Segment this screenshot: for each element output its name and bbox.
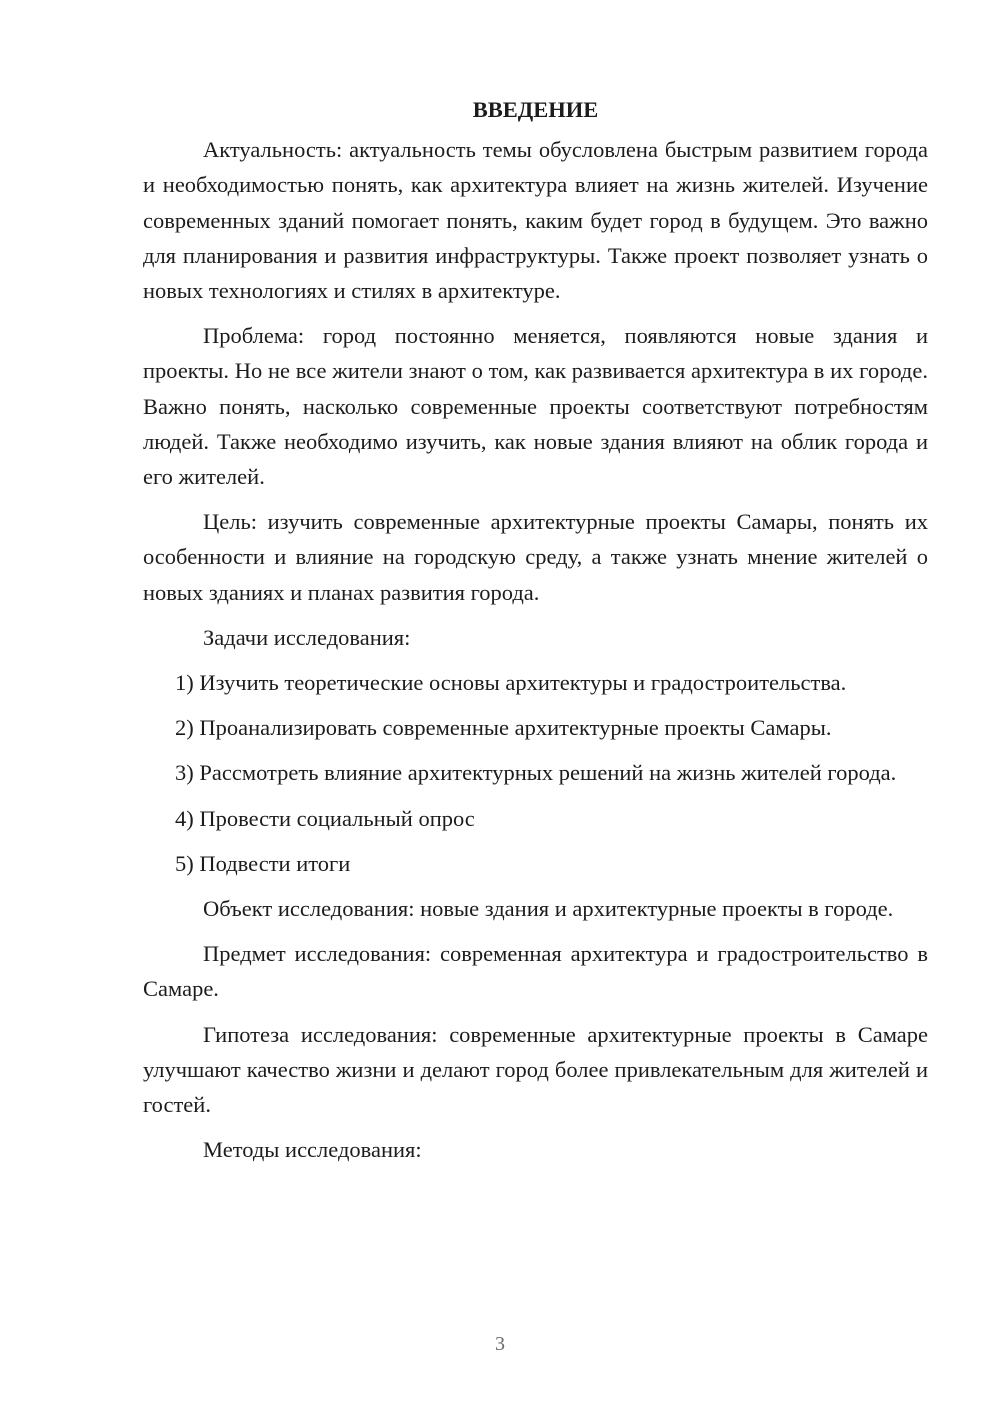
methods-heading: Методы исследования: <box>203 1137 422 1163</box>
task-item: 2) Проанализировать современные архитектурные проекты Самары. <box>175 715 832 741</box>
task-item: 1) Изучить теоретические основы архитектуры и градостроительства. <box>175 670 847 696</box>
task-item: 5) Подвести итоги <box>175 850 351 876</box>
task-item: 4) Провести социальный опрос <box>175 805 475 831</box>
relevance-paragraph: Актуальность: актуальность темы обусловлена быстрым развитием города и необходимостью понять, как архитектура влияет на жизнь жителей. Изучение современных зданий помогает понять, каким будет город в будущем. Это важно для планирования и развития инфраструктуры. Также проект позволяет узнать о новых технологиях и стилях в архитектуре. <box>143 137 928 304</box>
section-title: ВВЕДЕНИЕ <box>472 97 599 122</box>
subject-paragraph: Предмет исследования: современная архитектура и градостроительство в Самаре. <box>143 941 928 1002</box>
hypothesis-paragraph: Гипотеза исследования: современные архитектурные проекты в Самаре улучшают качество жизни и делают город более привлекательным для жителей и гостей. <box>143 1021 928 1118</box>
goal-paragraph: Цель: изучить современные архитектурные проекты Самары, понять их особенности и влияние на городскую среду, а также узнать мнение жителей о новых зданиях и планах развития города. <box>143 509 928 605</box>
document-body <box>143 92 928 1177</box>
tasks-heading: Задачи исследования: <box>203 624 411 650</box>
task-item: 3) Рассмотреть влияние архитектурных решений на жизнь жителей города. <box>175 760 897 786</box>
page-number: 3 <box>495 1333 505 1355</box>
object-paragraph: Объект исследования: новые здания и архитектурные проекты в городе. <box>203 896 894 922</box>
problem-paragraph: Проблема: город постоянно меняется, появляются новые здания и проекты. Но не все жители знают о том, как развивается архитектура в их городе. Важно понять, насколько современные проекты соответствуют потребностям людей. Также необходимо изучить, как новые здания влияют на облик города и его жителей. <box>143 323 928 490</box>
